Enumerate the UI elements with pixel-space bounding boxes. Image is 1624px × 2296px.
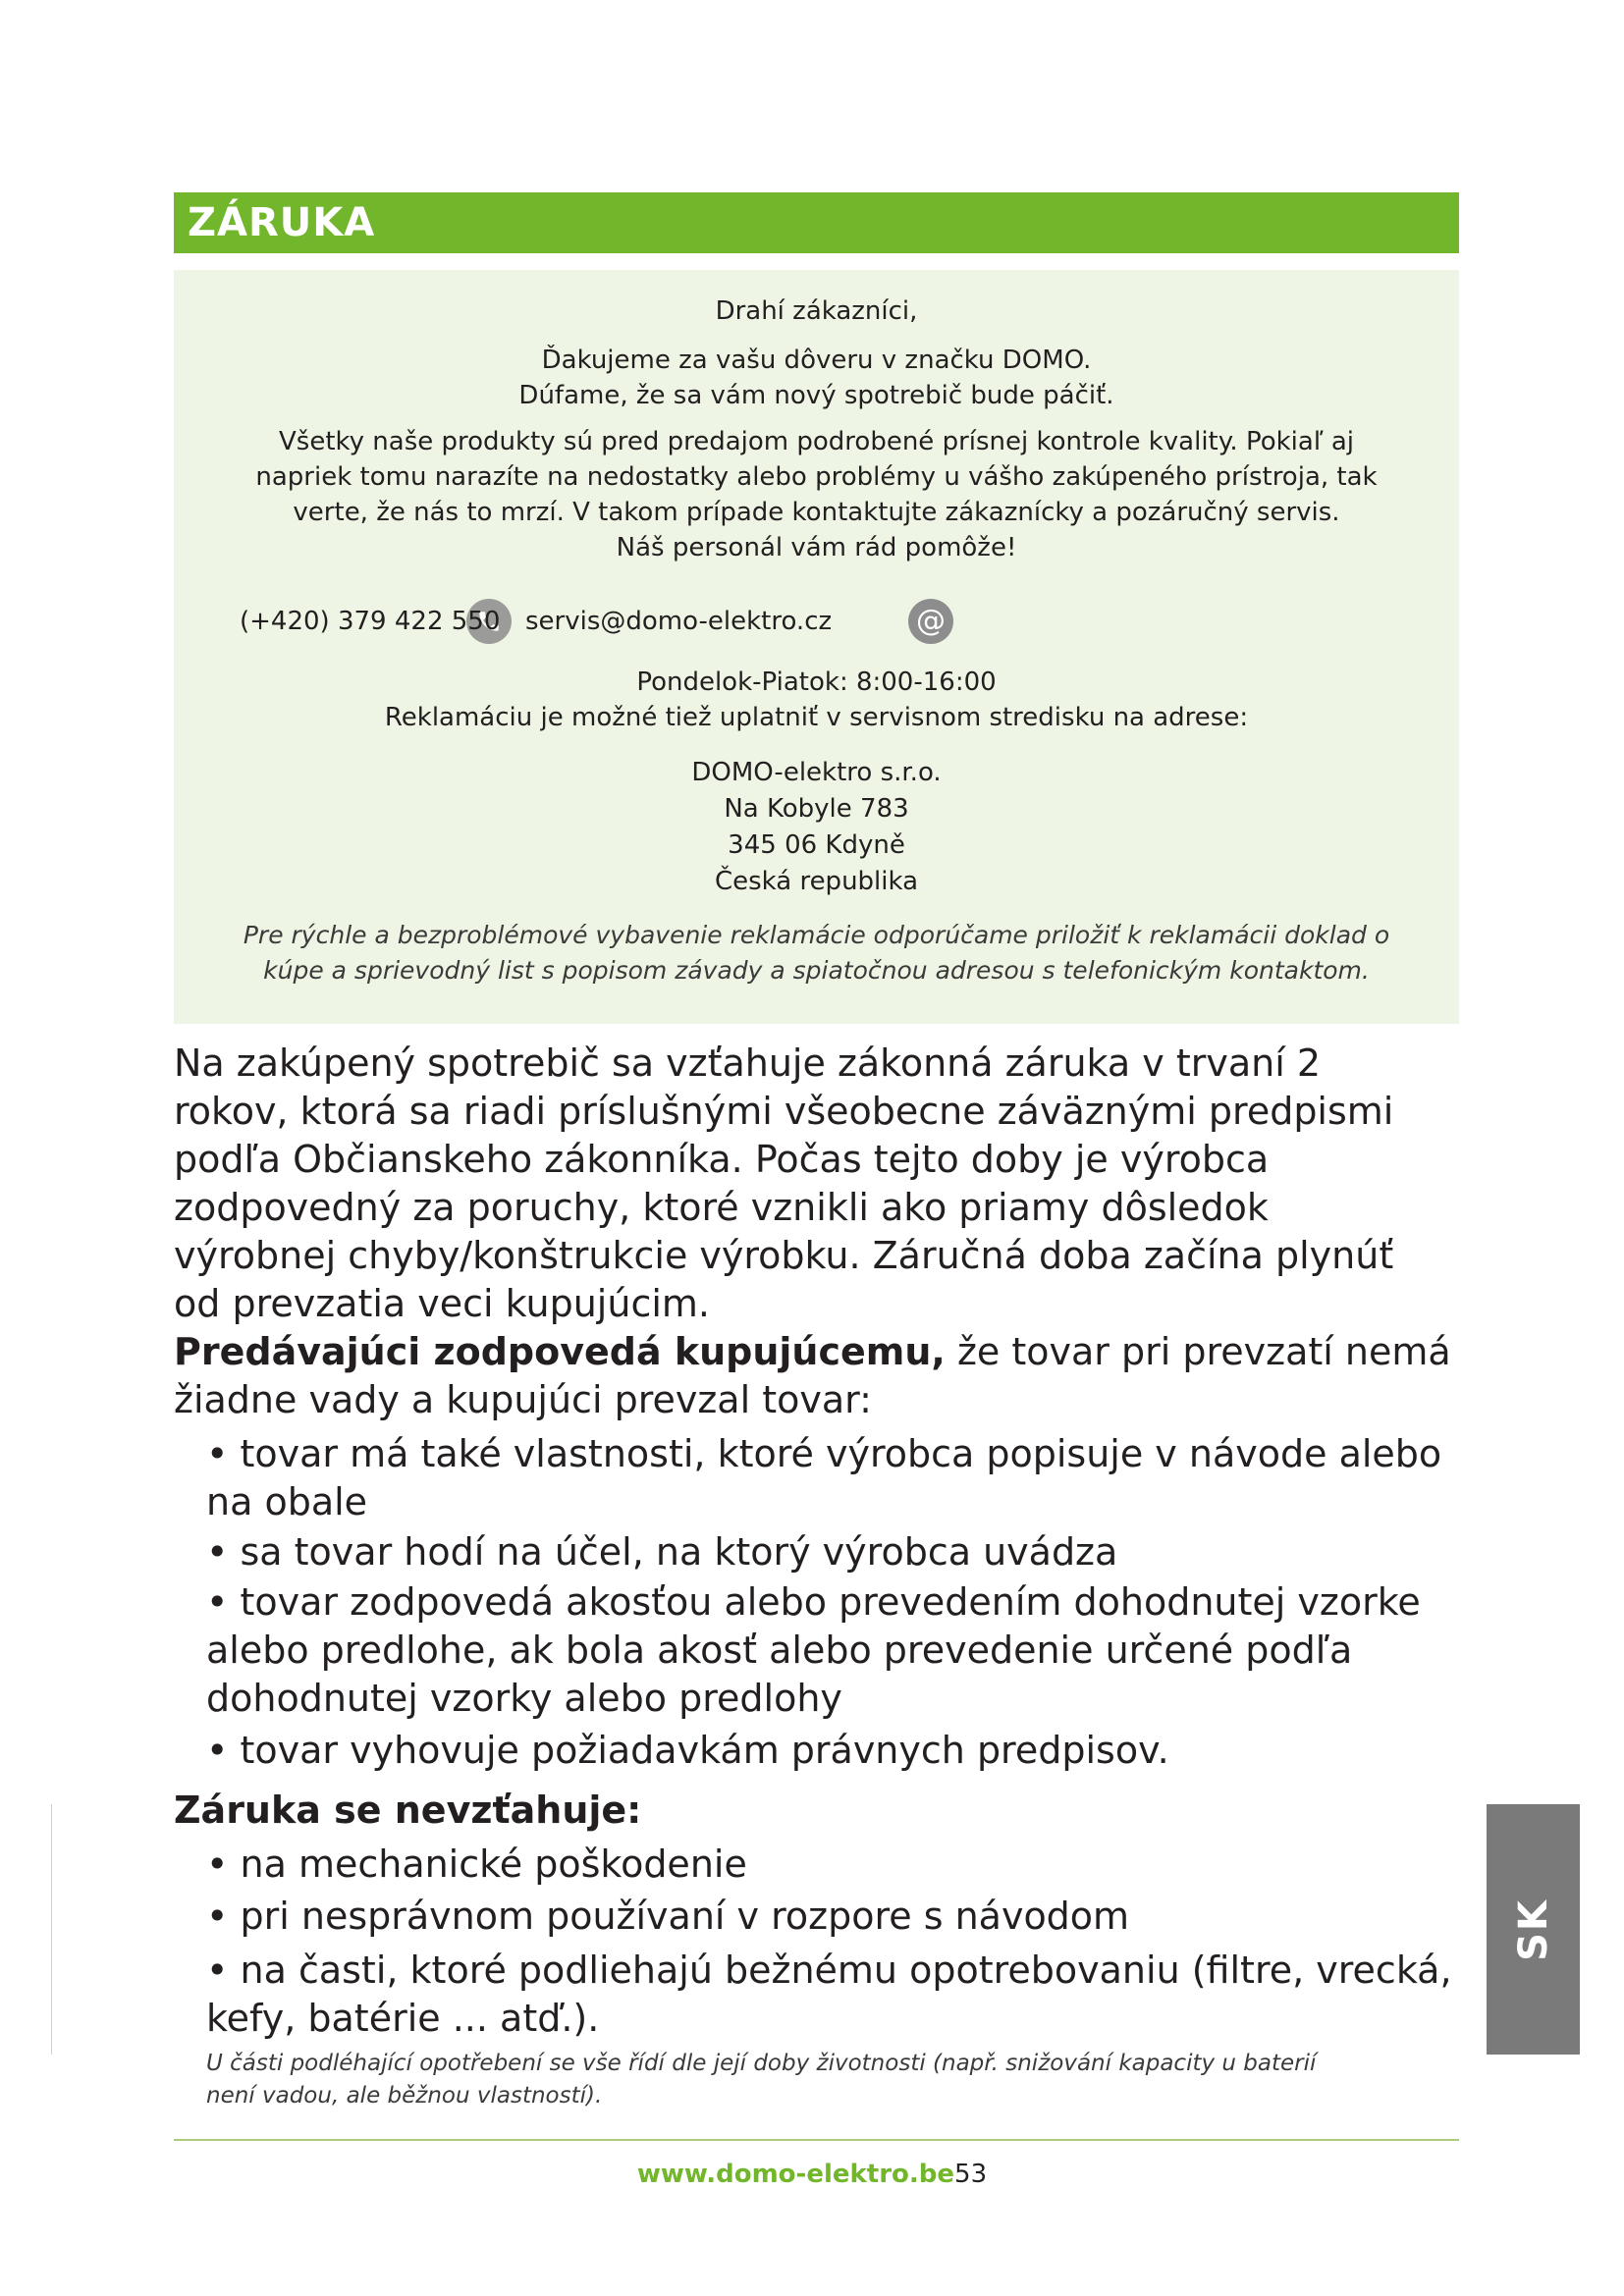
bullet-item: • tovar má také vlastnosti, ktoré výrobca popisuje v návode alebo — [206, 1432, 1442, 1475]
seller-line: žiadne vady a kupujúci prevzal tovar: — [174, 1378, 872, 1421]
intro-line: podľa Občianskeho zákonníka. Počas tejto doby je výrobca — [174, 1138, 1270, 1181]
bullet-item: • tovar zodpovedá akosťou alebo prevedením dohodnutej vzorke — [206, 1580, 1421, 1624]
bullet-item-cont: dohodnutej vzorky alebo predlohy — [206, 1677, 842, 1720]
claim-note: Reklamáciu je možné tiež uplatniť v servisnom stredisku na adrese: — [384, 703, 1249, 732]
exclusion-item: • na časti, ktoré podliehajú bežnému opotrebovaniu (filtre, vrecká, — [206, 1949, 1452, 1992]
intro-line: zodpovedný za poruchy, ktoré vznikli ako priamy dôsledok — [174, 1186, 1269, 1229]
address-line: DOMO-elektro s.r.o. — [691, 758, 942, 787]
greeting: Drahí zákazníci, — [715, 296, 918, 326]
address-line: 345 06 Kdyně — [728, 830, 905, 860]
page-footer — [0, 2158, 1624, 2191]
intro-line: rokov, ktorá sa riadi príslušnými všeobecne záväznými predpismi — [174, 1090, 1394, 1133]
seller-statement — [174, 1328, 1489, 1376]
hope-line: Dúfame, že sa vám nový spotrebič bude páčiť. — [518, 381, 1114, 410]
bullet-item-cont: na obale — [206, 1480, 368, 1523]
address-line: Na Kobyle 783 — [724, 794, 909, 824]
margin-rule — [51, 1804, 52, 2055]
bullet-item: • tovar vyhovuje požiadavkám právnych predpisov. — [206, 1729, 1169, 1772]
intro-line: výrobnej chyby/konštrukcie výrobku. Záručná doba začína plynúť — [174, 1234, 1394, 1277]
office-hours: Pondelok-Piatok: 8:00-16:00 — [636, 667, 997, 697]
seller-rest: že tovar pri prevzatí nemá — [945, 1330, 1451, 1373]
language-label: SK — [1510, 1897, 1556, 1961]
phone-number[interactable]: (+420) 379 422 550 — [240, 607, 501, 636]
quality-line: verte, že nás to mrzí. V takom prípade kontaktujte zákaznícky a pozáručný servis. — [293, 498, 1340, 527]
language-tab — [1487, 1804, 1580, 2055]
footer-divider — [174, 2139, 1459, 2141]
wear-note: není vadou, ale běžnou vlastností). — [206, 2083, 603, 2109]
quality-line: Náš personál vám rád pomôže! — [616, 533, 1017, 562]
customer-info-box — [174, 270, 1459, 1024]
intro-line: Na zakúpený spotrebič sa vzťahuje zákonná záruka v trvaní 2 — [174, 1041, 1322, 1085]
address-line: Česká republika — [714, 867, 919, 896]
intro-line: od prevzatia veci kupujúcim. — [174, 1282, 710, 1325]
exclusions-title: Záruka se nevzťahuje: — [174, 1789, 642, 1832]
bullet-item: • sa tovar hodí na účel, na ktorý výrobca uvádza — [206, 1530, 1118, 1574]
at-icon: @ — [908, 599, 953, 644]
bullet-item-cont: alebo predlohe, ak bola akosť alebo prevedenie určené podľa — [206, 1629, 1353, 1672]
footer-url[interactable]: www.domo-elektro.be — [636, 2160, 955, 2189]
thanks-line: Ďakujeme za vašu dôveru v značku DOMO. — [541, 346, 1092, 375]
page-number: 53 — [954, 2160, 988, 2189]
quality-line: napriek tomu narazíte na nedostatky alebo problémy u vášho zakúpeného prístroja, tak — [255, 462, 1378, 492]
exclusion-item-cont: kefy, batérie ... atď.). — [206, 1997, 600, 2040]
wear-note: U části podléhající opotřebení se vše řídí dle její doby životnosti (např. snižování kapacity u baterií — [206, 2051, 1317, 2076]
section-header — [174, 192, 1459, 253]
exclusion-item: • pri nesprávnom používaní v rozpore s návodom — [206, 1895, 1130, 1938]
advice-line: kúpe a sprievodný list s popisom závady a spiatočnou adresou s telefonickým kontaktom. — [263, 956, 1370, 985]
advice-line: Pre rýchle a bezproblémové vybavenie reklamácie odporúčame priložiť k reklamácii doklad o — [243, 921, 1390, 949]
section-title: ZÁRUKA — [188, 200, 376, 245]
exclusion-item: • na mechanické poškodenie — [206, 1842, 747, 1886]
quality-line: Všetky naše produkty sú pred predajom podrobené prísnej kontrole kvality. Pokiaľ aj — [279, 427, 1354, 456]
email-address[interactable]: servis@domo-elektro.cz — [525, 607, 833, 636]
seller-bold: Predávajúci zodpovedá kupujúcemu, — [174, 1330, 946, 1373]
